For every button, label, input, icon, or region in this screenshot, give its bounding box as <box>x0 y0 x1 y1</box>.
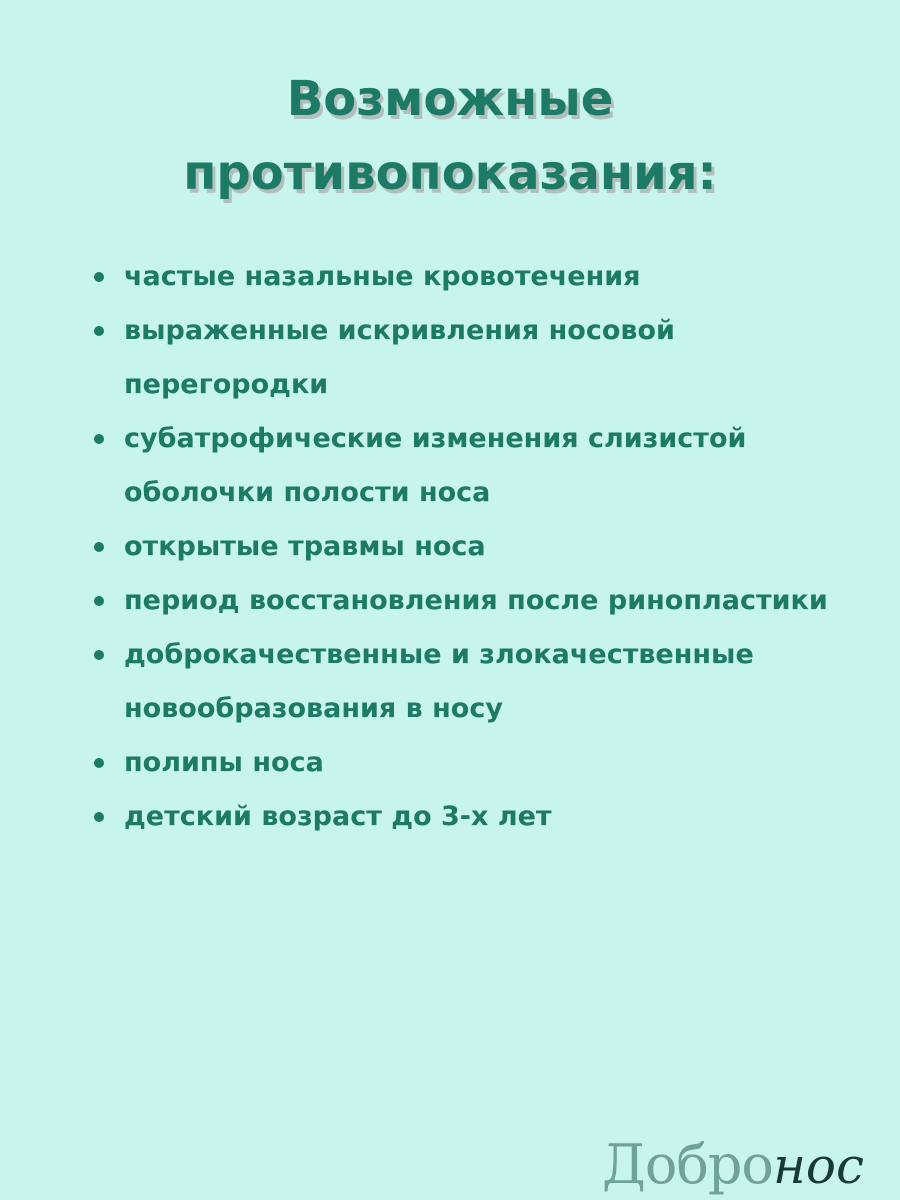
list-item-text: детский возраст до 3-х лет <box>124 801 552 832</box>
bullet-icon <box>94 758 104 768</box>
bullet-icon <box>94 326 104 336</box>
list-item <box>0 250 900 304</box>
title-line-1: Возможные <box>286 71 614 127</box>
logo-part-1: Добро <box>601 1133 773 1196</box>
list-item <box>0 520 900 574</box>
bullet-icon <box>94 812 104 822</box>
list-item <box>0 736 900 790</box>
list-item <box>0 790 900 844</box>
list-item <box>0 304 900 412</box>
list-item-text: выраженные искривления носовой перегородки <box>124 315 675 400</box>
list-item <box>0 412 900 520</box>
page-title <box>0 62 900 210</box>
list-item-text: открытые травмы носа <box>124 531 486 562</box>
bullet-icon <box>94 434 104 444</box>
list-item-text: полипы носа <box>124 747 324 778</box>
bullet-icon <box>94 596 104 606</box>
contraindications-list <box>0 250 900 844</box>
bullet-icon <box>94 650 104 660</box>
brand-logo <box>601 1133 864 1196</box>
list-item <box>0 628 900 736</box>
list-item-text: субатрофические изменения слизистой оболочки полости носа <box>124 423 747 508</box>
bullet-icon <box>94 272 104 282</box>
list-item <box>0 574 900 628</box>
list-item-text: частые назальные кровотечения <box>124 261 641 292</box>
list-item-text: период восстановления после ринопластики <box>124 585 828 616</box>
logo-part-2: нос <box>772 1137 864 1195</box>
bullet-icon <box>94 542 104 552</box>
list-item-text: доброкачественные и злокачественные новообразования в носу <box>124 639 754 724</box>
title-line-2: противопоказания: <box>183 145 717 201</box>
